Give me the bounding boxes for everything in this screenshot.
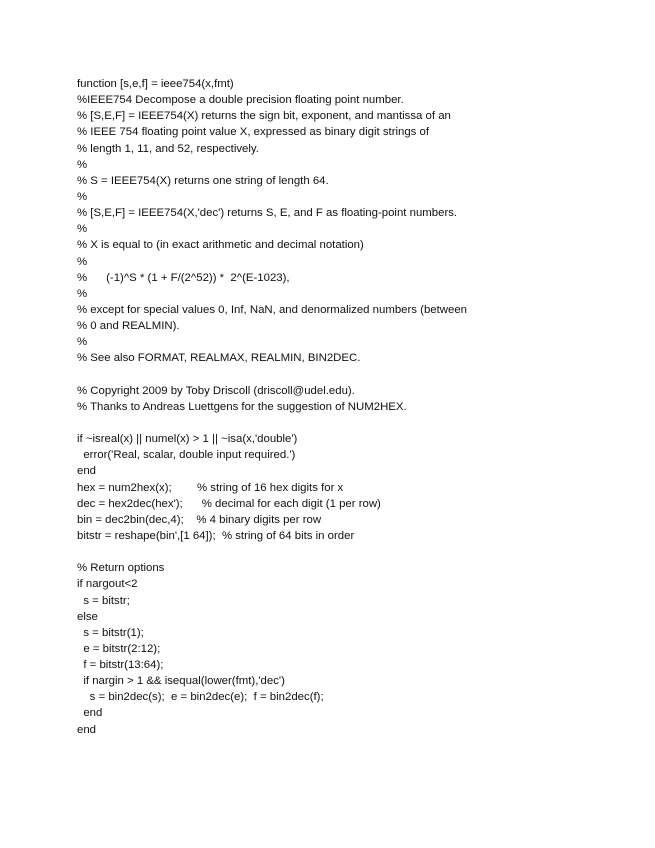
code-line: %	[77, 190, 88, 203]
code-line: if nargout<2	[77, 578, 138, 591]
code-line: f = bitstr(13:64);	[77, 659, 164, 672]
code-line: hex = num2hex(x); % string of 16 hex digits for x	[77, 481, 344, 494]
code-line: % IEEE 754 floating point value X, expressed as binary digit strings of	[77, 126, 430, 139]
code-line: s = bin2dec(s); e = bin2dec(e); f = bin2dec(f);	[77, 691, 324, 704]
code-line: % length 1, 11, and 52, respectively.	[77, 142, 259, 155]
code-line: % [S,E,F] = IEEE754(X,'dec') returns S, E, and F as floating-point numbers.	[77, 207, 458, 220]
code-line: %	[77, 336, 88, 349]
code-line: dec = hex2dec(hex'); % decimal for each digit (1 per row)	[77, 497, 381, 510]
code-line: % See also FORMAT, REALMAX, REALMIN, BIN2DEC.	[77, 352, 361, 365]
code-line: bin = dec2bin(dec,4); % 4 binary digits per row	[77, 513, 322, 526]
code-line: if nargin > 1 && isequal(lower(fmt),'dec')	[77, 675, 285, 688]
code-line: % [S,E,F] = IEEE754(X) returns the sign bit, exponent, and mantissa of an	[77, 110, 451, 123]
code-line: else	[77, 610, 98, 623]
code-line: %IEEE754 Decompose a double precision floating point number.	[77, 94, 404, 107]
code-line: end	[77, 723, 97, 736]
code-line	[77, 544, 467, 560]
code-line	[77, 415, 467, 431]
code-line: % X is equal to (in exact arithmetic and decimal notation)	[77, 239, 364, 252]
code-line: % S = IEEE754(X) returns one string of length 64.	[77, 174, 329, 187]
code-line: % Return options	[77, 562, 165, 575]
code-line: s = bitstr;	[77, 594, 130, 607]
code-line: % except for special values 0, Inf, NaN, and denormalized numbers (between	[77, 303, 468, 316]
code-line: % (-1)^S * (1 + F/(2^52)) * 2^(E-1023),	[77, 271, 290, 284]
code-line: % Thanks to Andreas Luettgens for the suggestion of NUM2HEX.	[77, 400, 407, 413]
code-line: e = bitstr(2:12);	[77, 642, 161, 655]
code-line: function [s,e,f] = ieee754(x,fmt)	[77, 78, 234, 90]
code-line	[77, 367, 467, 383]
code-line: %	[77, 287, 88, 300]
code-line: bitstr = reshape(bin',[1 64]); % string of 64 bits in order	[77, 529, 355, 542]
code-line: %	[77, 158, 88, 171]
code-line: if ~isreal(x) || numel(x) > 1 || ~isa(x,'double')	[77, 433, 298, 446]
code-line: %	[77, 223, 88, 236]
code-listing	[77, 76, 467, 738]
code-line: %	[77, 255, 88, 268]
code-line: end	[77, 707, 103, 720]
code-line: % Copyright 2009 by Toby Driscoll (driscoll@udel.edu).	[77, 384, 355, 397]
code-line: s = bitstr(1);	[77, 626, 144, 639]
code-line: error('Real, scalar, double input required.')	[77, 449, 296, 462]
code-line: end	[77, 465, 97, 478]
code-line: % 0 and REALMIN).	[77, 320, 180, 333]
